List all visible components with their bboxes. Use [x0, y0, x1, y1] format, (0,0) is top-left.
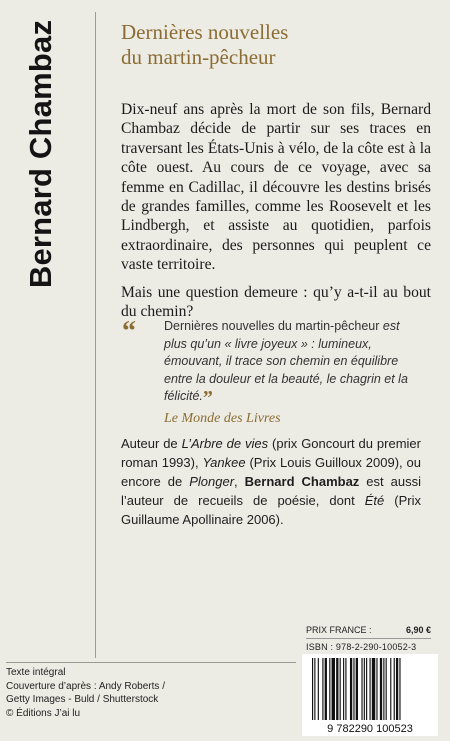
credit-line: Getty Images - Buld / Shutterstock: [6, 694, 159, 705]
bio-book-title: Plonger: [189, 474, 235, 489]
bio-book-title: Yankee: [202, 455, 246, 470]
book-title: [121, 20, 431, 70]
price-row: [306, 624, 431, 639]
quote-source: Le Monde des Livres: [164, 410, 281, 426]
title-line-2: du martin-pêcheur: [121, 45, 276, 69]
barcode-digits: 9 782290 100523: [327, 723, 413, 735]
quote-body: est plus qu’un « livre joyeux » : lumineux, émouvant, il trace son chemin en équilibre entre la douleur et la beauté, le chagrin et la félicité.: [164, 319, 408, 403]
barcode-icon: [302, 654, 438, 736]
title-line-1: Dernières nouvelles: [121, 20, 289, 44]
credit-line: © Éditions J’ai lu: [6, 707, 81, 719]
barcode: [302, 654, 438, 736]
quote-title-ref: Dernières nouvelles du martin-pêcheur: [164, 319, 380, 333]
author-name-text: Bernard Chambaz: [23, 19, 58, 289]
vertical-divider: [95, 12, 96, 658]
price-label: PRIX FRANCE :: [306, 625, 372, 635]
bio-text: (Prix Louis Guilloux 2009), ou encore de: [121, 455, 421, 489]
author-bio: [121, 434, 421, 529]
bio-text: (prix Goncourt du premier roman 1993),: [121, 436, 421, 470]
synopsis: [121, 100, 431, 329]
price-box: [306, 624, 431, 654]
synopsis-paragraph-2: Mais une question demeure : qu’y a-t-il au bout du chemin?: [121, 283, 431, 321]
credit-line: Texte intégral: [6, 667, 66, 678]
bio-text: ,: [234, 474, 245, 489]
credits-divider: [6, 662, 296, 663]
quote-text: [122, 318, 422, 409]
close-quote-icon: ”: [202, 387, 213, 409]
press-quote: “ Dernières nouvelles du martin-pêcheur est plus qu’un « livre joyeux » : lumineux, émouvant, il trace son chemin en équilibre entre la douleur et la beauté, le chagrin et la félicité.” Le Monde des Livres: [122, 318, 422, 427]
bio-book-title: L’Arbre de vies: [181, 436, 269, 451]
bio-book-title: Été: [364, 493, 385, 508]
credit-line: Couverture d’après : Andy Roberts /: [6, 680, 165, 692]
credits: [6, 666, 296, 720]
price-value: 6,90 €: [405, 625, 431, 635]
bio-text: Auteur de: [121, 436, 182, 451]
author-name-vertical: [6, 8, 76, 300]
synopsis-paragraph-1: Dix-neuf ans après la mort de son fils, Bernard Chambaz décide de partir sur ses traces en traversant les États-Unis à vélo, de la côte est à la côte ouest. Au cours de ce voyage, avec sa femme en Cadillac, il découvre les destins brisés de grandes familles, comme les Roosevelt et les Lindbergh, et assiste au quotidien, parfois extraordinaire, des personnes qui peuplent ce vaste territoire.: [121, 101, 431, 274]
isbn: ISBN : 978-2-290-10052-3: [306, 642, 417, 652]
bio-author-name: Bernard Chambaz: [244, 474, 360, 489]
bio-text: est aussi l’auteur de recueils de poésie, dont: [121, 474, 421, 508]
bio-text: (Prix Guillaume Apollinaire 2006).: [121, 493, 421, 527]
